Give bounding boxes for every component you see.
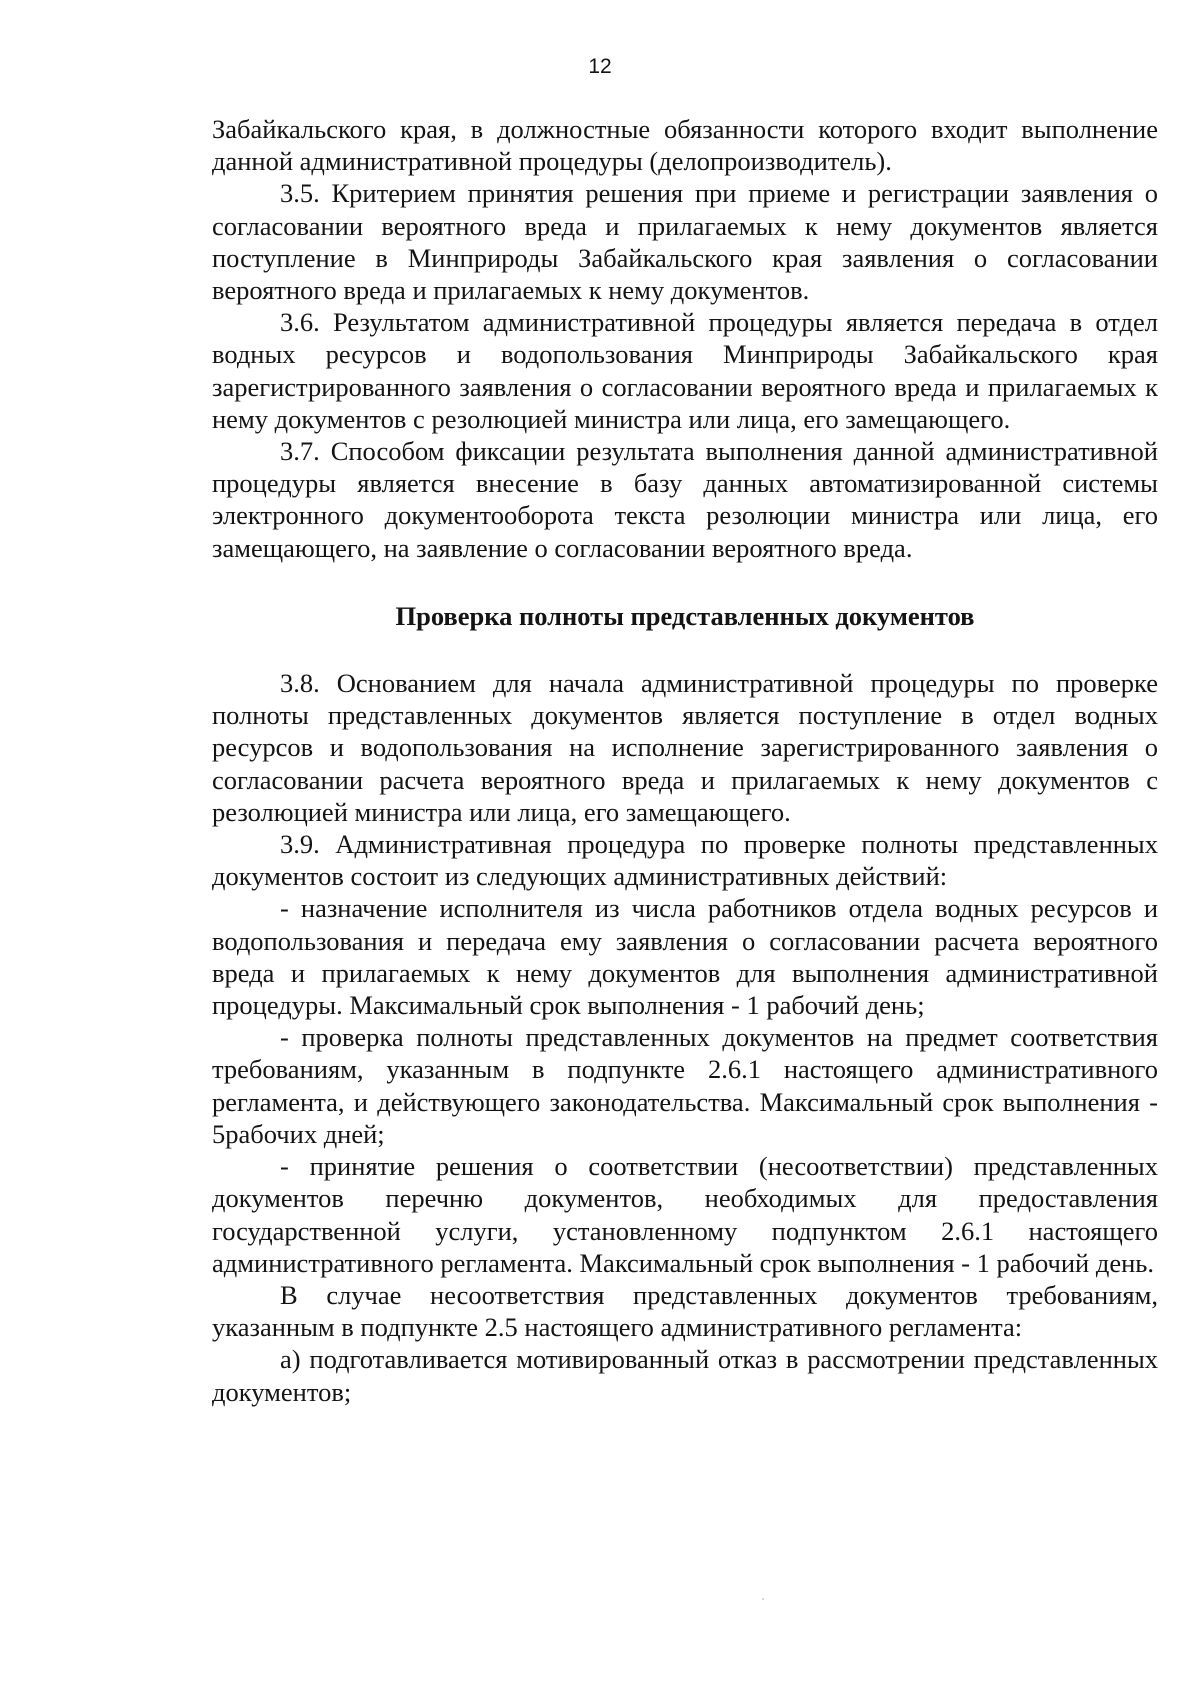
page-number: 12 — [588, 55, 612, 78]
paragraph-3-9: 3.9. Административная процедура по проверке полноты представленных документов состоит из следующих административных действий: — [212, 829, 1158, 892]
paragraph-3-6: 3.6. Результатом административной процедуры является передача в отдел водных ресурсов и водопользования Минприроды Забайкальского края зарегистрированного заявления о согласовании вероятного вреда и прилагаемых к нему документов с резолюцией министра или лица, его замещающего. — [212, 307, 1158, 434]
paragraph-noncompliance-case: В случае несоответствия представленных документов требованиям, указанным в подпункте 2.5 настоящего административного регламента: — [212, 1279, 1158, 1343]
paragraph-continuation: Забайкальского края, в должностные обязанности которого входит выполнение данной административной процедуры (делопроизводитель). — [212, 114, 1158, 177]
list-item-a-refusal: а) подготавливается мотивированный отказ в рассмотрении представленных документов; — [212, 1344, 1158, 1407]
paragraph-3-7: 3.7. Способом фиксации результата выполнения данной административной процедуры является внесение в базу данных автоматизированной системы электронного документооборота текста резолюции министра или лица, его замещающего, на заявление о согласовании вероятного вреда. — [212, 436, 1158, 563]
section-heading: Проверка полноты представленных документов — [395, 600, 975, 631]
paragraph-3-8: 3.8. Основанием для начала административной процедуры по проверке полноты представленных документов является поступление в отдел водных ресурсов и водопользования на исполнение зарегистрированного заявления о согласовании расчета вероятного вреда и прилагаемых к нему документов с резолюцией министра или лица, его замещающего. — [212, 668, 1158, 827]
document-body — [212, 113, 1158, 1408]
list-item-decision: - принятие решения о соответствии (несоответствии) представленных документов перечню документов, необходимых для предоставления государственной услуги, установленному подпунктом 2.6.1 настоящего административного регламента. Максимальный срок выполнения - 1 рабочий день. — [212, 1151, 1158, 1278]
list-item-assign-executor: - назначение исполнителя из числа работников отдела водных ресурсов и водопользования и передача ему заявления о согласовании расчета вероятного вреда и прилагаемых к нему документов для выполнения административной процедуры. Максимальный срок выполнения - 1 рабочий день; — [212, 893, 1158, 1021]
scan-artifact — [762, 1598, 764, 1600]
list-item-check-completeness: - проверка полноты представленных документов на предмет соответствия требованиям, указанным в подпункте 2.6.1 настоящего административного регламента, и действующего законодательства. Максимальный срок выполнения - 5рабочих дней; — [212, 1022, 1158, 1149]
paragraph-3-5: 3.5. Критерием принятия решения при приеме и регистрации заявления о согласовании вероятного вреда и прилагаемых к нему документов является поступление в Минприроды Забайкальского края заявления о согласовании вероятного вреда и прилагаемых к нему документов. — [212, 178, 1158, 306]
